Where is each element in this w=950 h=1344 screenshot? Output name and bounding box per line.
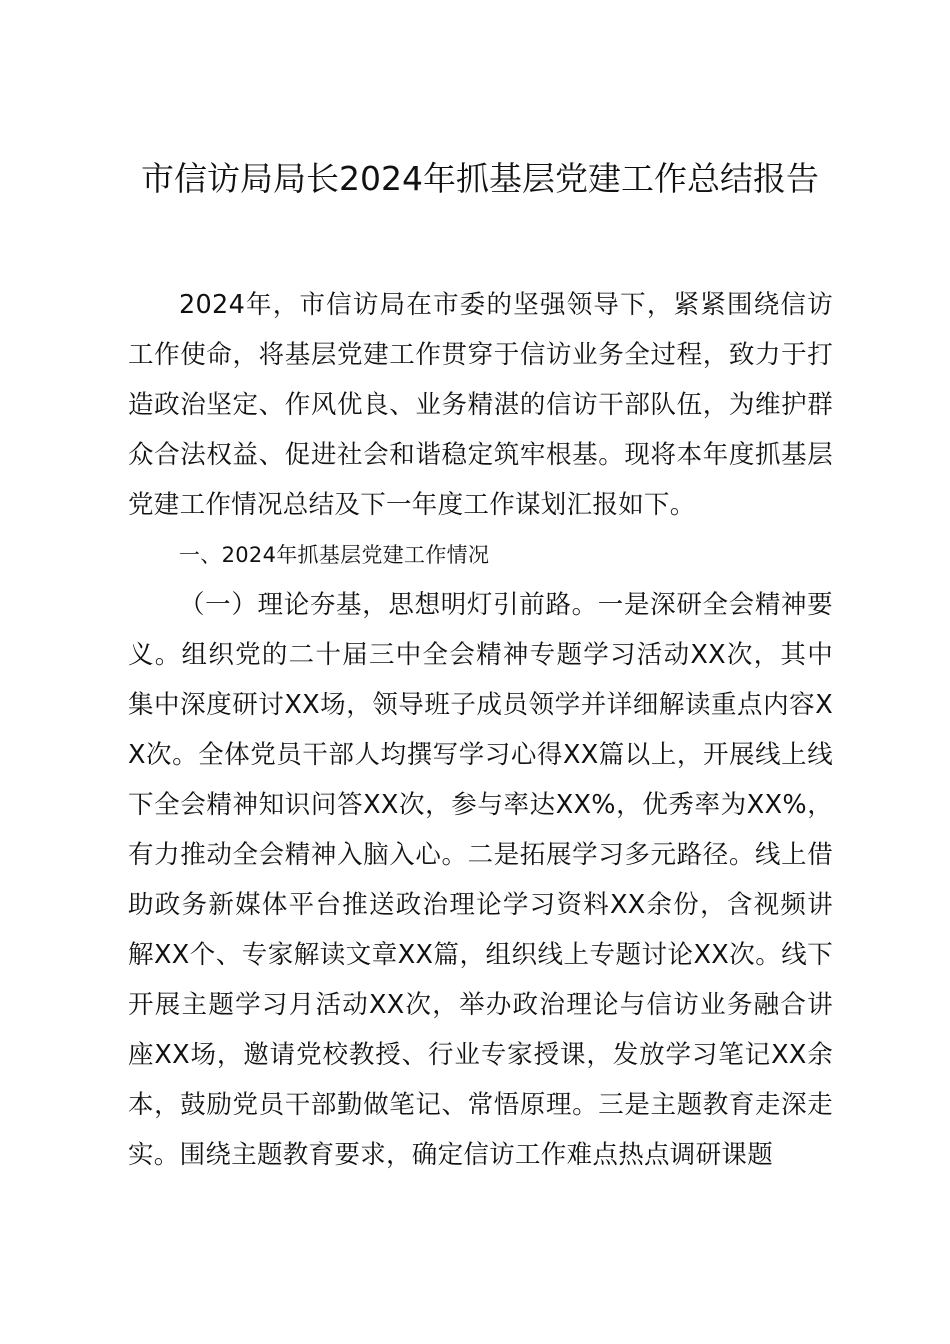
section-heading: 一、2024年抓基层党建工作情况	[179, 543, 490, 567]
section-paragraph: （一）理论夯基，思想明灯引前路。一是深研全会精神要义。组织党的二十届三中全会精神专题学习活动XX次，其中集中深度研讨XX场，领导班子成员领学并详细解读重点内容XX次。全体党员干部人均撰写学习心得XX篇以上，开展线上线下全会精神知识问答XX次，参与率达XX%，优秀率为XX%，有力推动全会精神入脑入心。二是拓展学习多元路径。线上借助政务新媒体平台推送政治理论学习资料XX余份，含视频讲解XX个、专家解读文章XX篇，组织线上专题讨论XX次。线下开展主题学习月活动XX次，举办政治理论与信访业务融合讲座XX场，邀请党校教授、行业专家授课，发放学习笔记XX余本，鼓励党员干部勤做笔记、常悟原理。三是主题教育走深走实。围绕主题教育要求，确定信访工作难点热点调研课题	[128, 590, 833, 1170]
intro-paragraph: 2024年，市信访局在市委的坚强领导下，紧紧围绕信访工作使命，将基层党建工作贯穿于信访业务全过程，致力于打造政治坚定、作风优良、业务精湛的信访干部队伍，为维护群众合法权益、促进社会和谐稳定筑牢根基。现将本年度抓基层党建工作情况总结及下一年度工作谋划汇报如下。	[128, 290, 833, 520]
document-title: 市信访局局长2024年抓基层党建工作总结报告	[141, 159, 819, 198]
